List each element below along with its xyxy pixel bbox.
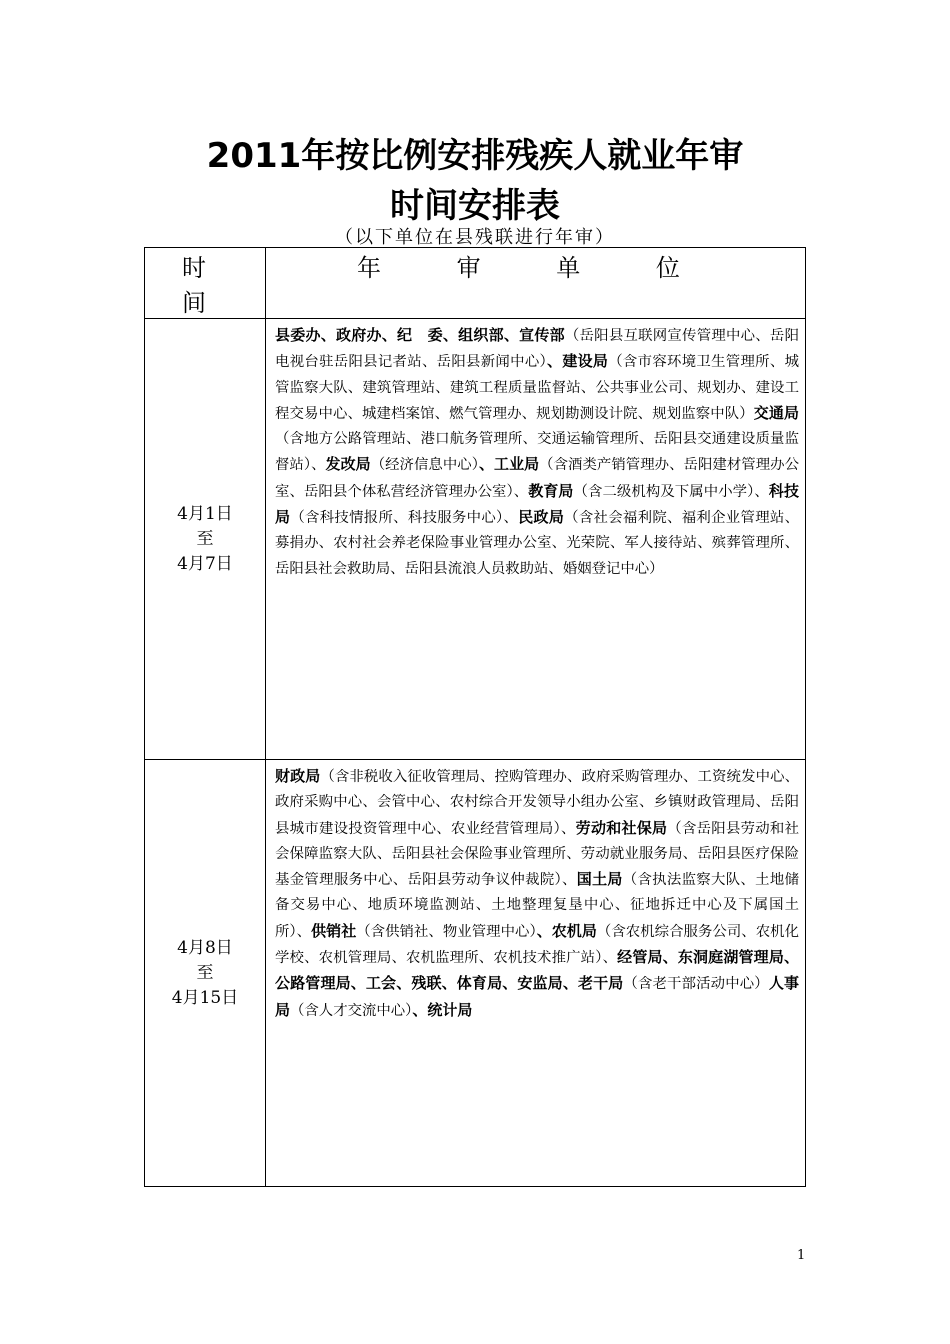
date-to: 至 [196,528,214,549]
unit-name: 人事局 [275,974,799,1019]
unit-detail: （经济信息中心） [370,457,479,474]
unit-name: 民政局 [518,508,565,527]
unit-detail: （含非税收入征收管理局、控购管理办、政府采购管理办、工资统发中心、政府采购中心、会管中心、农村综合开发领导小组办公室、乡镇财政管理局、岳阳县城市建设投资管理中心、农业经营管理局）、 [275,769,799,837]
unit-name: 交通局 [753,403,799,422]
unit-name: 、统计局 [412,1000,473,1019]
date-end: 4月7日 [177,553,233,574]
unit-name: 国土局 [576,870,623,889]
table-row [145,760,806,1187]
date-start: 4月8日 [177,937,233,958]
unit-name: 、建设局 [547,352,609,371]
document-title-line1: 2011年按比例安排残疾人就业年审 [206,136,744,176]
unit-detail: （含供销社、物业管理中心） [356,923,537,940]
unit-detail: （含老干部活动中心） [623,976,769,993]
unit-name: 发改局 [325,455,371,474]
unit-detail: （含人才交流中心） [290,1002,413,1019]
unit-detail: （含酒类产销管理办、岳阳建材管理办公室、岳阳县个体私营经济管理办公室）、 [275,457,799,500]
unit-name: 教育局 [528,481,574,500]
table-header-row [145,248,806,319]
page-number: 1 [797,1248,806,1263]
date-to: 至 [196,962,214,983]
unit-detail: （含农机综合服务公司、农机化学校、农机管理局、农机监理所、农机技术推广站）、 [275,923,799,967]
unit-name: 、工业局 [478,455,540,474]
unit-detail: （岳阳县互联网宣传管理中心、岳阳电视台驻岳阳县记者站、岳阳县新闻中心） [275,328,799,371]
header-units: 年 审 单 位 [266,248,806,319]
unit-name: 科技局 [275,481,799,527]
unit-detail: （含地方公路管理站、港口航务管理所、交通运输管理所、岳阳县交通建设质量监督站）、 [275,431,799,474]
unit-name: 劳动和社保局 [575,818,668,837]
unit-name: 供销社 [311,921,357,940]
unit-name: 经管局、东洞庭湖管理局、公路管理局、工会、残联、体育局、安监局、老干局 [275,948,799,993]
date-end: 4月15日 [171,987,239,1008]
date-range-cell [145,319,266,760]
header-time: 时 间 [145,248,266,319]
unit-detail: （含科技情报所、科技服务中心）、 [290,510,519,527]
unit-detail: （含市容环境卫生管理所、城管监察大队、建筑管理站、建筑工程质量监督站、公共事业公司、规划办、建设工程交易中心、城建档案馆、燃气管理办、规划勘测设计院、规划监察中队） [275,354,799,422]
document-title-line2: 时间安排表 [390,186,560,226]
date-range-cell [145,760,266,1187]
table-row [145,319,806,760]
date-start: 4月1日 [177,503,233,524]
unit-name: 财政局 [275,767,321,785]
unit-detail: （含二级机构及下属中小学）、 [573,483,769,500]
units-cell [266,760,806,1187]
unit-detail: （含执法监察大队、土地储备交易中心、地质环境监测站、土地整理复垦中心、征地拆迁中心及下属国土所）、 [275,872,799,940]
unit-name: 、农机局 [536,921,597,940]
unit-detail: （含岳阳县劳动和社会保障监察大队、岳阳县社会保险事业管理所、劳动就业服务局、岳阳县医疗保险基金管理服务中心、岳阳县劳动争议仲裁院）、 [275,820,799,889]
unit-detail: （含社会福利院、福利企业管理站、募捐办、农村社会养老保险事业管理办公室、光荣院、军人接待站、殡葬管理所、岳阳县社会救助局、岳阳县流浪人员救助站、婚姻登记中心） [275,510,799,577]
unit-name: 县委办、政府办、纪 委、组织部、宣传部 [275,326,565,344]
schedule-table [144,247,806,1187]
units-cell [266,319,806,760]
document-subtitle: （以下单位在县残联进行年审） [335,227,615,248]
